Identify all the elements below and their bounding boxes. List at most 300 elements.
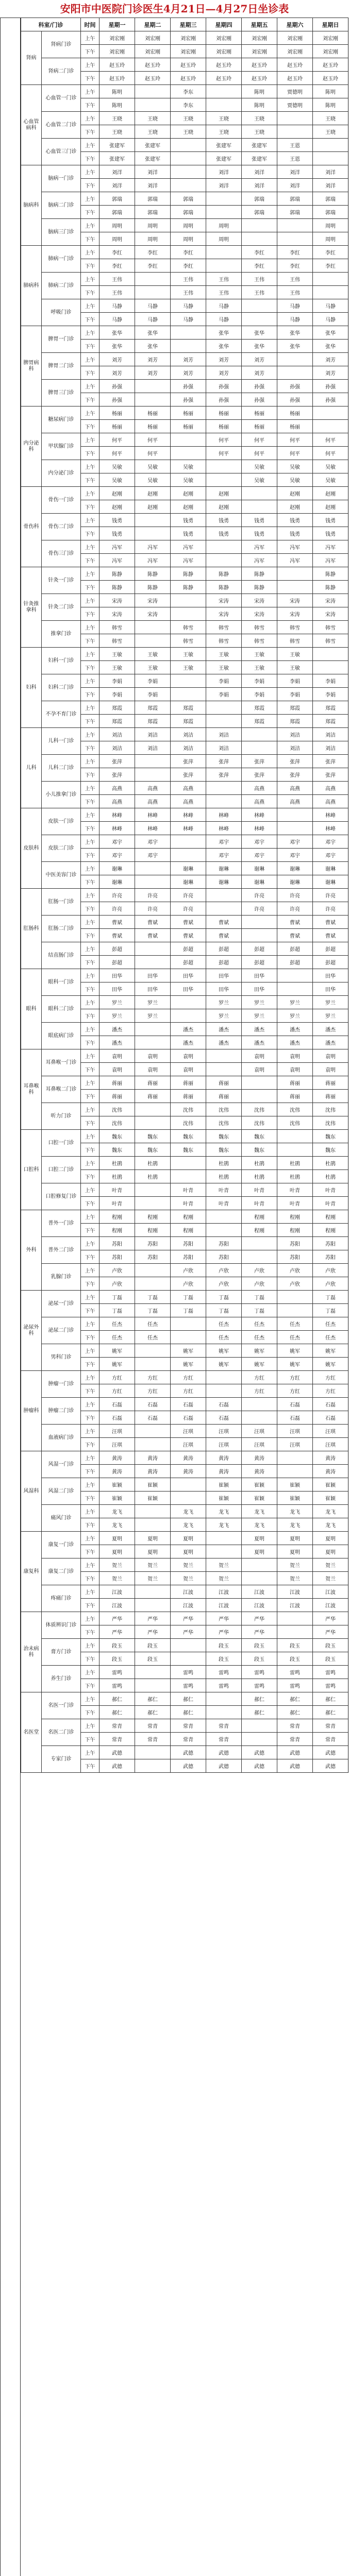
session-label: 上午 [81, 326, 99, 340]
doctor-cell: 王晓 [242, 112, 277, 125]
doctor-cell: 陈明 [242, 85, 277, 98]
doctor-cell: 任杰 [206, 1331, 242, 1344]
section-name: 妇科 [21, 648, 42, 728]
doctor-cell: 方红 [242, 1384, 277, 1398]
doctor-cell [135, 634, 171, 648]
session-label: 上午 [81, 808, 99, 822]
session-label: 下午 [81, 1063, 99, 1076]
doctor-cell: 潘杰 [206, 1036, 242, 1049]
doctor-cell: 夏明 [277, 1545, 313, 1558]
doctor-cell [242, 1558, 277, 1572]
doctor-cell: 曹斌 [206, 916, 242, 929]
doctor-cell: 李红 [242, 259, 277, 273]
doctor-cell: 王敏 [171, 648, 206, 661]
doctor-cell: 邓宇 [135, 835, 171, 849]
doctor-cell: 严华 [135, 1625, 171, 1639]
doctor-cell [135, 380, 171, 393]
doctor-cell: 龙飞 [99, 1518, 135, 1532]
doctor-cell: 王晓 [171, 125, 206, 139]
doctor-cell: 程刚 [313, 1224, 348, 1237]
session-label: 上午 [81, 1558, 99, 1572]
doctor-cell: 刘洋 [313, 179, 348, 192]
doctor-cell [171, 340, 206, 353]
doctor-cell: 郭瑞 [277, 192, 313, 206]
doctor-cell: 潘杰 [313, 1036, 348, 1049]
doctor-cell: 丁磊 [135, 1291, 171, 1304]
doctor-cell: 宋涛 [99, 607, 135, 621]
doctor-cell: 方红 [171, 1384, 206, 1398]
doctor-cell [277, 232, 313, 246]
doctor-cell [277, 112, 313, 125]
doctor-cell: 冯军 [99, 554, 135, 567]
clinic-name: 肾病门诊 [42, 31, 81, 58]
doctor-cell: 卢欣 [277, 1264, 313, 1277]
header-day: 星期四 [206, 18, 242, 31]
doctor-cell: 姚军 [171, 1358, 206, 1371]
doctor-cell: 黄涛 [242, 1451, 277, 1465]
doctor-cell: 崔颖 [242, 1492, 277, 1505]
doctor-cell: 蒋丽 [135, 1090, 171, 1103]
doctor-cell [135, 1183, 171, 1197]
doctor-cell [242, 1572, 277, 1585]
doctor-cell: 苏阳 [277, 1250, 313, 1264]
doctor-cell [171, 835, 206, 849]
table-row [21, 1371, 348, 1384]
doctor-cell: 丁磊 [206, 1304, 242, 1317]
doctor-cell: 沈伟 [242, 1116, 277, 1130]
table-row [21, 31, 348, 45]
doctor-cell: 苏阳 [277, 1237, 313, 1250]
doctor-cell: 丁磊 [99, 1291, 135, 1304]
section-name: 肾病 [21, 31, 42, 85]
doctor-cell: 孙强 [99, 393, 135, 406]
doctor-cell: 林峰 [99, 808, 135, 822]
doctor-cell: 刘宏刚 [99, 45, 135, 58]
session-label: 下午 [81, 661, 99, 674]
date-column [0, 18, 21, 2576]
session-label: 上午 [81, 1639, 99, 1652]
doctor-cell: 张华 [99, 326, 135, 340]
doctor-cell [135, 1438, 171, 1451]
clinic-name: 血液病门诊 [42, 1425, 81, 1451]
doctor-cell [206, 1063, 242, 1076]
doctor-cell: 赵玉玲 [206, 72, 242, 85]
doctor-cell: 夏明 [313, 1532, 348, 1545]
doctor-cell: 龙飞 [277, 1505, 313, 1518]
doctor-cell: 夏明 [313, 1545, 348, 1558]
doctor-cell: 卢欣 [313, 1277, 348, 1291]
doctor-cell [206, 246, 242, 259]
doctor-cell: 彭超 [171, 942, 206, 956]
doctor-cell: 田华 [99, 969, 135, 982]
doctor-cell: 郭瑞 [171, 192, 206, 206]
doctor-cell [171, 1652, 206, 1666]
doctor-cell: 任杰 [313, 1317, 348, 1331]
clinic-name: 儿科二门诊 [42, 755, 81, 782]
doctor-cell: 苏阳 [206, 1250, 242, 1264]
doctor-cell: 武德 [171, 1746, 206, 1759]
doctor-cell: 邓宇 [135, 849, 171, 862]
doctor-cell: 宋涛 [242, 607, 277, 621]
doctor-cell: 吴敏 [313, 473, 348, 487]
doctor-cell: 罗兰 [277, 996, 313, 1009]
doctor-cell [171, 433, 206, 447]
doctor-cell: 袁明 [242, 1049, 277, 1063]
doctor-cell: 孙强 [277, 393, 313, 406]
doctor-cell: 孙强 [277, 380, 313, 393]
doctor-cell: 李娟 [313, 674, 348, 688]
doctor-cell [171, 326, 206, 340]
doctor-cell: 苏阳 [171, 1237, 206, 1250]
session-label: 上午 [81, 165, 99, 179]
doctor-cell: 贺兰 [99, 1572, 135, 1585]
doctor-cell: 高燕 [277, 782, 313, 795]
session-label: 上午 [81, 1692, 99, 1706]
table-row [21, 1666, 348, 1679]
doctor-cell [135, 98, 171, 112]
doctor-cell: 郭瑞 [135, 192, 171, 206]
doctor-cell: 林峰 [206, 808, 242, 822]
doctor-cell: 刘洋 [99, 165, 135, 179]
doctor-cell: 李东 [171, 98, 206, 112]
doctor-cell: 王伟 [99, 286, 135, 299]
doctor-cell: 叶青 [99, 1183, 135, 1197]
doctor-cell: 王恩 [277, 139, 313, 152]
doctor-cell: 郑霞 [242, 715, 277, 728]
doctor-cell: 曹斌 [277, 916, 313, 929]
doctor-cell: 韩雪 [313, 621, 348, 634]
doctor-cell: 邓宇 [242, 835, 277, 849]
doctor-cell [135, 1585, 171, 1599]
doctor-cell: 杜鹃 [313, 1170, 348, 1183]
clinic-name: 肛肠一门诊 [42, 889, 81, 916]
doctor-cell: 周明 [99, 232, 135, 246]
doctor-cell [171, 1492, 206, 1505]
doctor-cell: 石磊 [313, 1411, 348, 1425]
session-label: 下午 [81, 1438, 99, 1451]
doctor-cell: 郝仁 [242, 1692, 277, 1706]
doctor-cell: 曹斌 [277, 929, 313, 942]
doctor-cell: 常青 [206, 1733, 242, 1746]
doctor-cell: 刘芳 [99, 366, 135, 380]
doctor-cell: 严华 [242, 1625, 277, 1639]
doctor-cell [277, 125, 313, 139]
doctor-cell: 李红 [135, 246, 171, 259]
session-label: 下午 [81, 1679, 99, 1692]
doctor-cell [242, 728, 277, 741]
session-label: 下午 [81, 554, 99, 567]
doctor-cell: 魏东 [242, 1130, 277, 1143]
doctor-cell [206, 701, 242, 715]
table-row [21, 1425, 348, 1438]
doctor-cell [171, 1317, 206, 1331]
doctor-cell: 江波 [242, 1599, 277, 1612]
doctor-cell: 魏东 [313, 1143, 348, 1157]
doctor-cell: 潘杰 [99, 1036, 135, 1049]
doctor-cell: 张萍 [242, 755, 277, 768]
session-label: 下午 [81, 1009, 99, 1023]
doctor-cell: 卢欣 [242, 1277, 277, 1291]
doctor-cell: 贺兰 [135, 1572, 171, 1585]
doctor-cell: 黄涛 [171, 1465, 206, 1478]
doctor-cell: 方红 [277, 1371, 313, 1384]
session-label: 上午 [81, 1210, 99, 1224]
doctor-cell: 石磊 [277, 1411, 313, 1425]
doctor-cell: 马静 [171, 299, 206, 313]
doctor-cell [171, 1331, 206, 1344]
session-label: 下午 [81, 1170, 99, 1183]
doctor-cell: 雷鸣 [206, 1666, 242, 1679]
session-label: 下午 [81, 366, 99, 380]
session-label: 上午 [81, 540, 99, 554]
doctor-cell [171, 594, 206, 607]
doctor-cell: 苏阳 [99, 1250, 135, 1264]
doctor-cell [171, 1639, 206, 1652]
doctor-cell: 罗兰 [135, 1009, 171, 1023]
doctor-cell: 夏明 [171, 1545, 206, 1558]
doctor-cell: 邓宇 [242, 849, 277, 862]
clinic-name: 眼科二门诊 [42, 996, 81, 1023]
doctor-cell: 吴敏 [277, 473, 313, 487]
doctor-cell: 蒋丽 [206, 1090, 242, 1103]
doctor-cell: 郝仁 [313, 1706, 348, 1719]
doctor-cell [135, 273, 171, 286]
doctor-cell: 刘洋 [206, 165, 242, 179]
session-label: 下午 [81, 1090, 99, 1103]
section-name: 眼科 [21, 969, 42, 1049]
clinic-name: 眼底病门诊 [42, 1023, 81, 1049]
doctor-cell: 沈伟 [206, 1103, 242, 1116]
doctor-cell: 严华 [171, 1612, 206, 1625]
doctor-cell: 周明 [313, 232, 348, 246]
doctor-cell: 刘洁 [206, 741, 242, 755]
session-label: 下午 [81, 72, 99, 85]
doctor-cell [242, 1733, 277, 1746]
doctor-cell: 雷鸣 [171, 1666, 206, 1679]
doctor-cell: 冯军 [242, 554, 277, 567]
doctor-cell: 赵玉玲 [242, 72, 277, 85]
doctor-cell: 吴敏 [99, 473, 135, 487]
doctor-cell: 李红 [277, 259, 313, 273]
doctor-cell [206, 460, 242, 473]
doctor-cell [135, 1358, 171, 1371]
doctor-cell: 丁磊 [313, 1291, 348, 1304]
doctor-cell: 王敏 [242, 648, 277, 661]
clinic-name: 男科门诊 [42, 1344, 81, 1371]
doctor-cell: 潘杰 [242, 1023, 277, 1036]
session-label: 上午 [81, 1076, 99, 1090]
header-day: 星期二 [135, 18, 171, 31]
doctor-cell: 武德 [206, 1746, 242, 1759]
doctor-cell: 江波 [171, 1585, 206, 1599]
doctor-cell: 钱勇 [242, 527, 277, 540]
session-label: 上午 [81, 1425, 99, 1438]
doctor-cell: 张建军 [99, 139, 135, 152]
doctor-cell: 周明 [99, 219, 135, 232]
doctor-cell: 陈静 [206, 581, 242, 594]
doctor-cell [242, 1719, 277, 1733]
doctor-cell: 石磊 [206, 1398, 242, 1411]
doctor-cell: 黄涛 [99, 1465, 135, 1478]
doctor-cell: 程刚 [242, 1210, 277, 1224]
doctor-cell: 彭超 [99, 942, 135, 956]
session-label: 下午 [81, 982, 99, 996]
clinic-name: 专家门诊 [42, 1746, 81, 1773]
doctor-cell: 段玉 [135, 1639, 171, 1652]
doctor-cell [242, 1250, 277, 1264]
doctor-cell: 刘洋 [135, 165, 171, 179]
doctor-cell: 赵刚 [99, 500, 135, 514]
doctor-cell: 谢琳 [242, 862, 277, 875]
session-label: 下午 [81, 1492, 99, 1505]
doctor-cell: 方红 [135, 1384, 171, 1398]
doctor-cell: 邓宇 [277, 849, 313, 862]
doctor-cell: 冯军 [313, 554, 348, 567]
doctor-cell: 姚军 [171, 1344, 206, 1358]
doctor-cell: 龙飞 [206, 1505, 242, 1518]
doctor-cell [206, 889, 242, 902]
table-row [21, 85, 348, 98]
session-label: 上午 [81, 755, 99, 768]
doctor-cell: 杜鹃 [242, 1157, 277, 1170]
section-name: 风湿科 [21, 1451, 42, 1532]
doctor-cell: 潘杰 [206, 1023, 242, 1036]
doctor-cell: 袁明 [171, 1049, 206, 1063]
doctor-cell [206, 795, 242, 808]
doctor-cell: 郑霞 [313, 701, 348, 715]
doctor-cell: 赵刚 [313, 487, 348, 500]
doctor-cell: 周明 [135, 219, 171, 232]
header-day: 星期六 [277, 18, 313, 31]
session-label: 下午 [81, 607, 99, 621]
doctor-cell: 贺兰 [277, 1572, 313, 1585]
doctor-cell: 江波 [206, 1585, 242, 1599]
session-label: 上午 [81, 942, 99, 956]
doctor-cell: 方红 [313, 1384, 348, 1398]
clinic-name: 骨伤二门诊 [42, 514, 81, 540]
doctor-cell: 沈伟 [206, 1116, 242, 1130]
clinic-name: 养生门诊 [42, 1666, 81, 1692]
session-label: 下午 [81, 420, 99, 433]
table-row [21, 1639, 348, 1652]
doctor-cell: 钱勇 [277, 514, 313, 527]
clinic-name: 皮肤一门诊 [42, 808, 81, 835]
doctor-cell: 钱勇 [277, 527, 313, 540]
doctor-cell: 李娟 [135, 674, 171, 688]
doctor-cell [277, 1291, 313, 1304]
doctor-cell: 卢欣 [99, 1277, 135, 1291]
doctor-cell: 赵玉玲 [171, 58, 206, 72]
doctor-cell: 段玉 [99, 1639, 135, 1652]
doctor-cell: 周明 [313, 219, 348, 232]
doctor-cell: 高燕 [135, 795, 171, 808]
doctor-cell: 沈伟 [313, 1103, 348, 1116]
session-label: 下午 [81, 956, 99, 969]
doctor-cell: 郑霞 [171, 715, 206, 728]
doctor-cell: 任杰 [277, 1317, 313, 1331]
doctor-cell: 叶青 [313, 1197, 348, 1210]
doctor-cell: 汪琪 [206, 1438, 242, 1451]
session-label: 上午 [81, 862, 99, 875]
doctor-cell: 崔颖 [206, 1478, 242, 1492]
session-label: 上午 [81, 701, 99, 715]
doctor-cell: 任杰 [99, 1317, 135, 1331]
doctor-cell: 田华 [135, 969, 171, 982]
doctor-cell: 钱勇 [313, 514, 348, 527]
doctor-cell: 马静 [99, 313, 135, 326]
doctor-cell: 宋涛 [313, 594, 348, 607]
doctor-cell: 汪琪 [99, 1438, 135, 1451]
session-label: 下午 [81, 822, 99, 835]
doctor-cell: 夏明 [242, 1545, 277, 1558]
doctor-cell [277, 982, 313, 996]
doctor-cell: 段玉 [242, 1639, 277, 1652]
doctor-cell: 汪琪 [242, 1438, 277, 1451]
session-label: 上午 [81, 1532, 99, 1545]
table-row [21, 514, 348, 527]
doctor-cell: 魏东 [99, 1143, 135, 1157]
doctor-cell: 苏阳 [135, 1237, 171, 1250]
doctor-cell: 汪琪 [277, 1425, 313, 1438]
doctor-cell: 姚军 [277, 1344, 313, 1358]
doctor-cell [277, 969, 313, 982]
section-name: 肛肠科 [21, 889, 42, 969]
section-name: 口腔科 [21, 1130, 42, 1210]
clinic-name: 肺病二门诊 [42, 273, 81, 299]
doctor-cell: 马静 [313, 313, 348, 326]
doctor-cell: 冯军 [242, 540, 277, 554]
page-title: 安阳市中医院门诊医生4月21日—4月27日坐诊表 [60, 3, 289, 15]
schedule-table [21, 18, 348, 1773]
table-row [21, 1478, 348, 1492]
doctor-cell: 罗兰 [242, 1009, 277, 1023]
doctor-cell: 谢琳 [277, 862, 313, 875]
doctor-cell: 张华 [313, 340, 348, 353]
doctor-cell: 段玉 [242, 1652, 277, 1666]
doctor-cell: 汪琪 [171, 1425, 206, 1438]
section-name: 肺病科 [21, 246, 42, 326]
doctor-cell: 谢琳 [171, 862, 206, 875]
doctor-cell: 郝仁 [313, 1692, 348, 1706]
doctor-cell: 马静 [277, 299, 313, 313]
doctor-cell: 张建军 [135, 139, 171, 152]
doctor-cell: 罗兰 [206, 996, 242, 1009]
doctor-cell: 王晓 [99, 125, 135, 139]
session-label: 上午 [81, 1478, 99, 1492]
doctor-cell: 陈静 [313, 581, 348, 594]
doctor-cell: 张萍 [99, 768, 135, 782]
doctor-cell: 姚军 [242, 1358, 277, 1371]
doctor-cell: 何平 [277, 433, 313, 447]
doctor-cell: 林峰 [99, 822, 135, 835]
doctor-cell: 邓宇 [99, 835, 135, 849]
doctor-cell: 赵玉玲 [171, 72, 206, 85]
doctor-cell: 张华 [277, 340, 313, 353]
doctor-cell: 沈伟 [242, 1103, 277, 1116]
doctor-cell: 杨丽 [242, 420, 277, 433]
table-row [21, 326, 348, 340]
session-label: 上午 [81, 1264, 99, 1277]
doctor-cell: 孙强 [171, 380, 206, 393]
doctor-cell [171, 1157, 206, 1170]
doctor-cell: 赵刚 [171, 487, 206, 500]
doctor-cell: 蒋丽 [135, 1076, 171, 1090]
doctor-cell: 武德 [242, 1746, 277, 1759]
doctor-cell: 彭超 [242, 956, 277, 969]
doctor-cell: 赵玉玲 [313, 72, 348, 85]
clinic-name: 肿瘤二门诊 [42, 1398, 81, 1425]
doctor-cell [135, 755, 171, 768]
